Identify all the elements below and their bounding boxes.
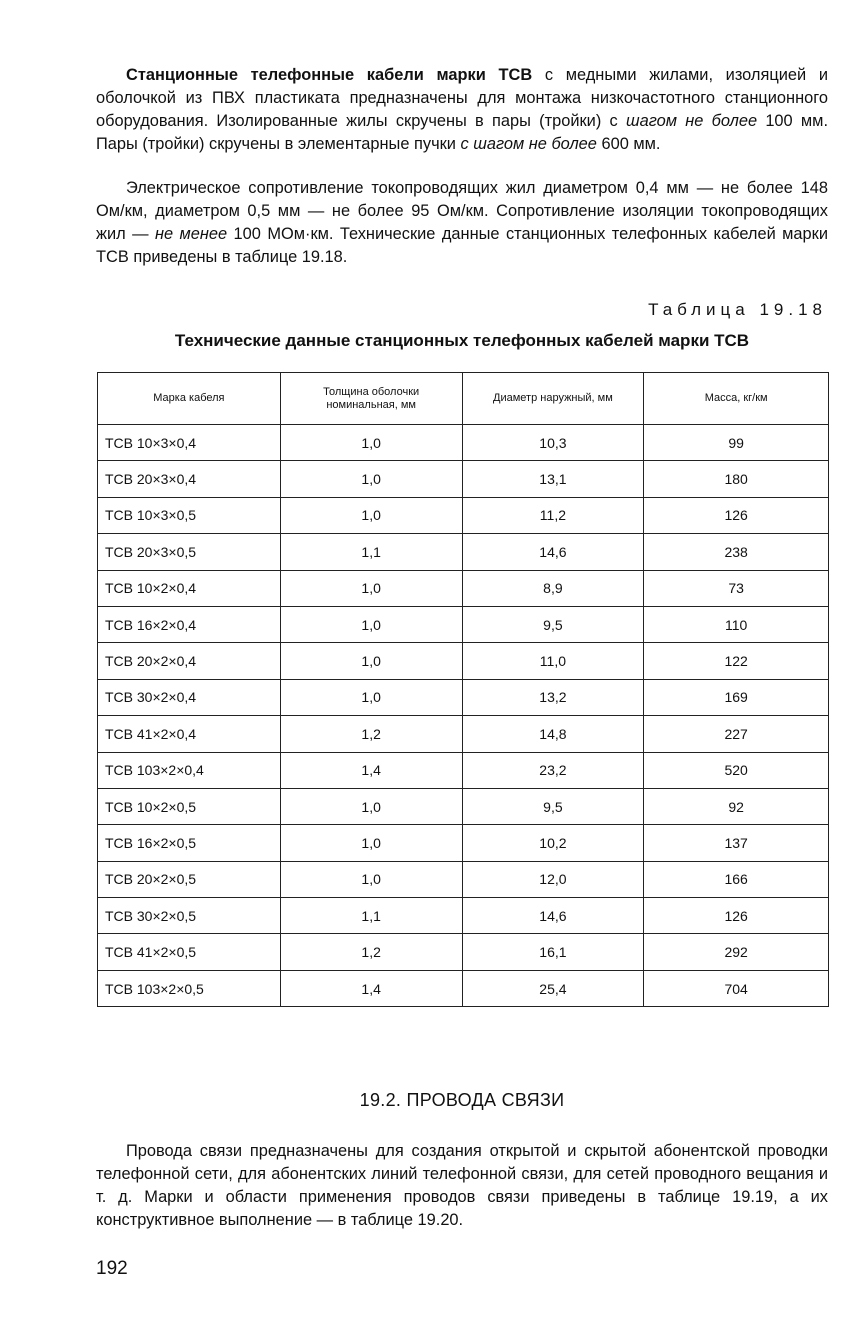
cell-outer-diameter: 14,6 <box>462 534 644 570</box>
cell-cable-mark: ТСВ 41×2×0,5 <box>98 934 281 970</box>
table-row <box>98 788 829 824</box>
cell-sheath-thickness: 1,4 <box>280 970 462 1006</box>
cell-outer-diameter: 11,0 <box>462 643 644 679</box>
cell-outer-diameter: 14,6 <box>462 898 644 934</box>
cell-mass: 238 <box>644 534 829 570</box>
cell-sheath-thickness: 1,1 <box>280 534 462 570</box>
cell-sheath-thickness: 1,0 <box>280 497 462 533</box>
cell-outer-diameter: 12,0 <box>462 861 644 897</box>
table-row <box>98 752 829 788</box>
cell-cable-mark: ТСВ 30×2×0,4 <box>98 679 281 715</box>
cell-mass: 704 <box>644 970 829 1006</box>
cell-cable-mark: ТСВ 10×3×0,5 <box>98 497 281 533</box>
cell-mass: 73 <box>644 570 829 606</box>
cell-mass: 110 <box>644 606 829 642</box>
cell-sheath-thickness: 1,0 <box>280 461 462 497</box>
intro-text-c: 600 мм. <box>596 135 661 153</box>
cell-cable-mark: ТСВ 16×2×0,4 <box>98 606 281 642</box>
cell-sheath-thickness: 1,2 <box>280 716 462 752</box>
table-header-row <box>98 373 829 425</box>
cell-mass: 99 <box>644 425 829 461</box>
cell-mass: 126 <box>644 497 829 533</box>
cell-sheath-thickness: 1,2 <box>280 934 462 970</box>
cell-cable-mark: ТСВ 20×2×0,4 <box>98 643 281 679</box>
table-row <box>98 461 829 497</box>
cell-cable-mark: ТСВ 16×2×0,5 <box>98 825 281 861</box>
table-body <box>98 425 829 1007</box>
cell-sheath-thickness: 1,0 <box>280 825 462 861</box>
cell-cable-mark: ТСВ 20×3×0,4 <box>98 461 281 497</box>
cell-mass: 169 <box>644 679 829 715</box>
intro-text-b: 100 мм. Пары (тройки) скручены в элементарные пучки <box>96 112 829 153</box>
cell-outer-diameter: 16,1 <box>462 934 644 970</box>
intro-text-a: с медными жилами, изоляцией и оболочкой из ПВХ пластиката предназначены для монтажа низкочастотного станционного оборудования. Изолированные жилы скручены в пары (тройки) с <box>96 66 828 130</box>
cell-mass: 122 <box>644 643 829 679</box>
cell-outer-diameter: 14,8 <box>462 716 644 752</box>
table-row <box>98 497 829 533</box>
intro-italic-1: шагом не более <box>626 112 758 130</box>
table-row <box>98 679 829 715</box>
cell-cable-mark: ТСВ 10×3×0,4 <box>98 425 281 461</box>
table-row <box>98 643 829 679</box>
wires-paragraph: Провода связи предназначены для создания открытой и скрытой абонентской проводки телефонной сети, для абонентских линий телефонной связи, для сетей проводного вещания и т. д. Марки и области применения проводов связи приведены в таблице 19.19, а их конструктивное выполнение — в таблице 19.20. <box>96 1142 828 1229</box>
cell-sheath-thickness: 1,0 <box>280 788 462 824</box>
cell-sheath-thickness: 1,0 <box>280 425 462 461</box>
cell-mass: 520 <box>644 752 829 788</box>
table-row <box>98 425 829 461</box>
table-row <box>98 825 829 861</box>
cell-sheath-thickness: 1,1 <box>280 898 462 934</box>
cell-outer-diameter: 13,1 <box>462 461 644 497</box>
cell-sheath-thickness: 1,0 <box>280 643 462 679</box>
table-row <box>98 570 829 606</box>
cell-cable-mark: ТСВ 20×3×0,5 <box>98 534 281 570</box>
resistance-paragraph <box>96 177 828 269</box>
cell-outer-diameter: 11,2 <box>462 497 644 533</box>
cell-outer-diameter: 10,3 <box>462 425 644 461</box>
cell-sheath-thickness: 1,0 <box>280 861 462 897</box>
cell-outer-diameter: 9,5 <box>462 788 644 824</box>
cell-cable-mark: ТСВ 30×2×0,5 <box>98 898 281 934</box>
table-title: Технические данные станционных телефонных кабелей марки ТСВ <box>174 331 750 350</box>
cell-outer-diameter: 13,2 <box>462 679 644 715</box>
table-row <box>98 606 829 642</box>
cell-outer-diameter: 23,2 <box>462 752 644 788</box>
table-row <box>98 534 829 570</box>
cell-mass: 126 <box>644 898 829 934</box>
cable-data-table <box>97 372 829 1007</box>
table-row <box>98 861 829 897</box>
intro-paragraph <box>96 64 828 156</box>
table-row <box>98 970 829 1006</box>
header-cable-mark: Марка кабеля <box>98 373 281 425</box>
cell-sheath-thickness: 1,0 <box>280 570 462 606</box>
table-row <box>98 898 829 934</box>
intro-bold-lead: Станционные телефонные кабели марки ТСВ <box>126 66 533 84</box>
intro-italic-2: с шагом не более <box>460 135 597 153</box>
cell-mass: 92 <box>644 788 829 824</box>
cell-cable-mark: ТСВ 103×2×0,5 <box>98 970 281 1006</box>
cell-mass: 137 <box>644 825 829 861</box>
resistance-text-a: Электрическое сопротивление токопроводящих жил диаметром 0,4 мм — не более 148 Ом/км, диаметром 0,5 мм — не более 95 Ом/км. Сопротивление изоляции токопроводящих жил — <box>96 179 828 243</box>
cell-sheath-thickness: 1,0 <box>280 679 462 715</box>
cell-outer-diameter: 25,4 <box>462 970 644 1006</box>
cell-sheath-thickness: 1,0 <box>280 606 462 642</box>
cell-cable-mark: ТСВ 10×2×0,5 <box>98 788 281 824</box>
cell-cable-mark: ТСВ 10×2×0,4 <box>98 570 281 606</box>
table-label: Таблица 19.18 <box>648 300 827 319</box>
cell-mass: 180 <box>644 461 829 497</box>
cell-mass: 227 <box>644 716 829 752</box>
cell-cable-mark: ТСВ 103×2×0,4 <box>98 752 281 788</box>
cell-mass: 166 <box>644 861 829 897</box>
resistance-italic: не менее <box>154 225 228 243</box>
cell-outer-diameter: 8,9 <box>462 570 644 606</box>
resistance-text-b: 100 МОм·км. Технические данные станционных телефонных кабелей марки ТСВ приведены в таблице 19.18. <box>96 225 828 266</box>
cell-outer-diameter: 10,2 <box>462 825 644 861</box>
header-outer-diameter: Диаметр наружный, мм <box>462 373 644 425</box>
cell-outer-diameter: 9,5 <box>462 606 644 642</box>
cell-mass: 292 <box>644 934 829 970</box>
table-row <box>98 716 829 752</box>
section-heading: 19.2. ПРОВОДА СВЯЗИ <box>359 1090 565 1110</box>
cell-cable-mark: ТСВ 20×2×0,5 <box>98 861 281 897</box>
table-row <box>98 934 829 970</box>
cell-sheath-thickness: 1,4 <box>280 752 462 788</box>
header-mass: Масса, кг/км <box>644 373 829 425</box>
cell-cable-mark: ТСВ 41×2×0,4 <box>98 716 281 752</box>
header-sheath-thickness: Толщина оболочки номинальная, мм <box>280 373 462 425</box>
page-number: 192 <box>96 1258 128 1279</box>
